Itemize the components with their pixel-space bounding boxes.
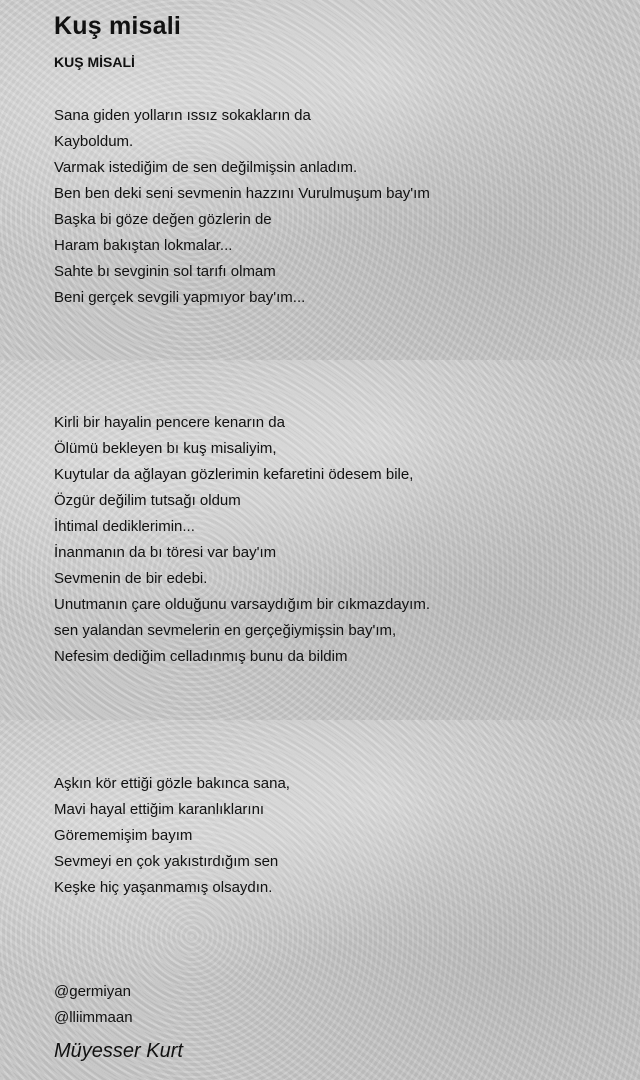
poem-title: Kuş misali <box>54 12 182 40</box>
poem-line: Sana giden yolların ıssız sokakların da <box>54 107 311 124</box>
social-handles <box>54 979 133 1031</box>
stanza-1 <box>54 103 430 311</box>
poem-line: Sevmenin de bir edebi. <box>54 570 208 587</box>
poem-line: Haram bakıştan lokmalar... <box>54 237 233 254</box>
poem-subtitle: KUŞ MİSALİ <box>54 54 135 70</box>
poem-line: Beni gerçek sevgili yapmıyor bay'ım... <box>54 289 306 306</box>
poem-line: Sahte bı sevginin sol tarıfı olmam <box>54 263 276 280</box>
poem-line: Ben ben deki seni sevmenin hazzını Vurulmuşum bay'ım <box>54 185 430 202</box>
poem-line: Keşke hiç yaşanmamış olsaydın. <box>54 879 273 896</box>
poem-line: Özgür değilim tutsağı oldum <box>54 492 241 509</box>
poem-line: Aşkın kör ettiği gözle bakınca sana, <box>54 775 290 792</box>
poem-line: Kayboldum. <box>54 133 134 150</box>
poem-line: Nefesim dediğim celladınmış bunu da bildim <box>54 648 348 665</box>
handle: @germiyan <box>54 983 131 1000</box>
poem-line: Unutmanın çare olduğunu varsaydığım bir cıkmazdayım. <box>54 596 431 613</box>
poem-line: Mavi hayal ettiğim karanlıklarını <box>54 801 265 818</box>
poem-line: sen yalandan sevmelerin en gerçeğiymişsin bay'ım, <box>54 622 397 639</box>
poem-line: Sevmeyi en çok yakıstırdığım sen <box>54 853 279 870</box>
poem-line: Varmak istediğim de sen değilmişsin anladım. <box>54 159 358 176</box>
poem-line: İnanmanın da bı töresi var bay'ım <box>54 544 277 561</box>
stanza-3 <box>54 771 290 901</box>
poem-line: Kirli bir hayalin pencere kenarın da <box>54 414 285 431</box>
handle: @lliimmaan <box>54 1009 133 1026</box>
poem-line: Ölümü bekleyen bı kuş misaliyim, <box>54 440 277 457</box>
author-name: Müyesser Kurt <box>54 1040 183 1062</box>
stanza-2 <box>54 410 430 670</box>
poem-line: Görememişim bayım <box>54 827 193 844</box>
poem-line: Başka bi göze değen gözlerin de <box>54 211 272 228</box>
poem-line: Kuytular da ağlayan gözlerimin kefaretini ödesem bile, <box>54 466 414 483</box>
poem-line: İhtimal dediklerimin... <box>54 518 195 535</box>
